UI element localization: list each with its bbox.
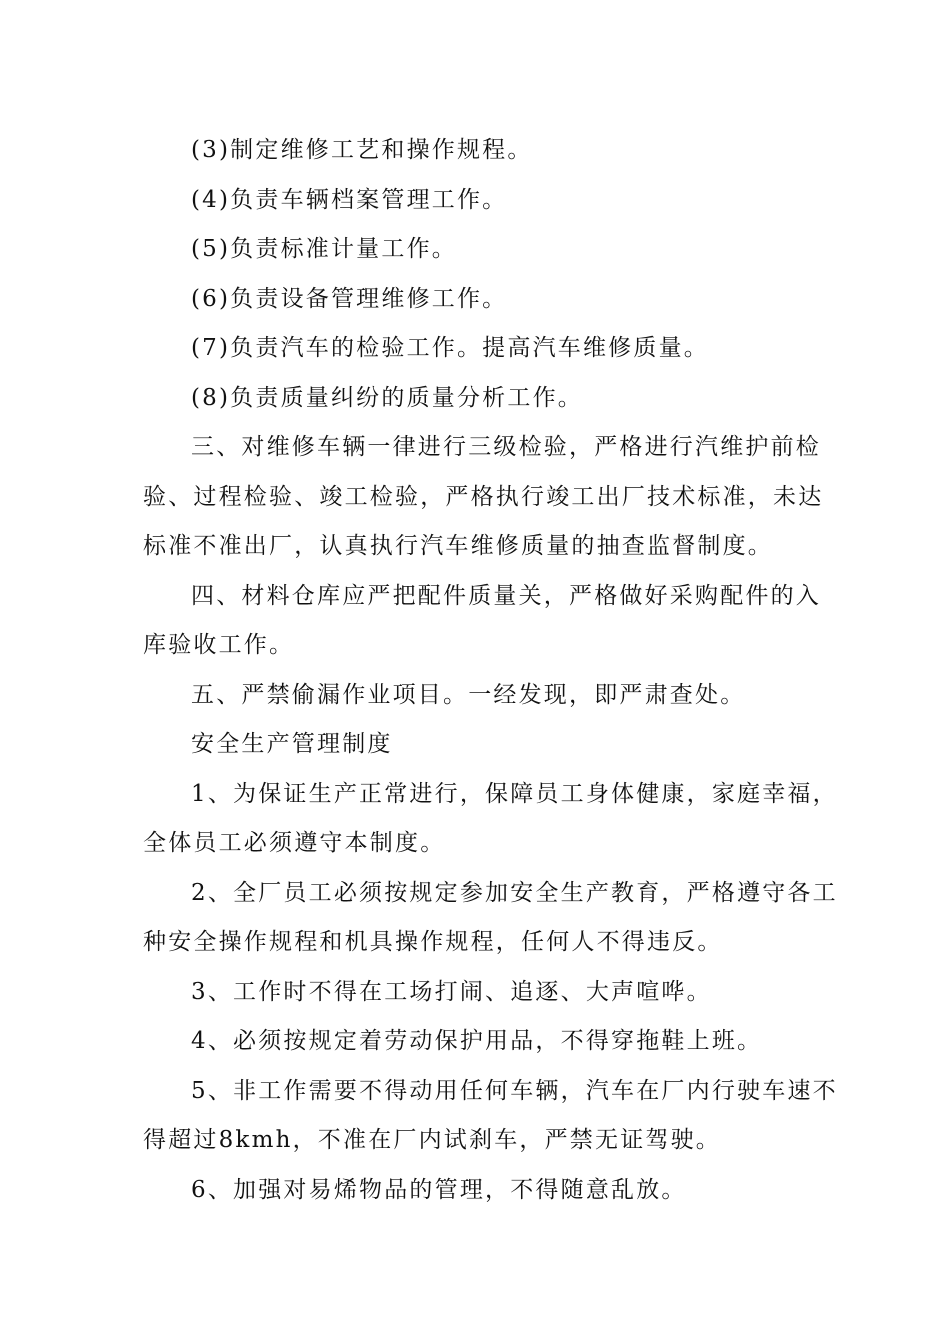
paragraph-line: 得超过8kmh，不准在厂内试刹车，严禁无证驾驶。 <box>143 1127 721 1153</box>
list-item: (8)负责质量纠纷的质量分析工作。 <box>191 384 583 411</box>
list-item: (4)负责车辆档案管理工作。 <box>191 186 508 213</box>
paragraph-line: 6、加强对易烯物品的管理，不得随意乱放。 <box>191 1176 687 1203</box>
paragraph-line: 验、过程检验、竣工检验，严格执行竣工出厂技术标准，未达 <box>143 483 824 510</box>
list-item: (3)制定维修工艺和操作规程。 <box>191 137 533 163</box>
paragraph-line: 2、全厂员工必须按规定参加安全生产教育，严格遵守各工 <box>191 879 838 906</box>
paragraph-line: 五、严禁偷漏作业项目。一经发现，即严肃查处。 <box>191 681 746 708</box>
paragraph-line: 四、材料仓库应严把配件质量关，严格做好采购配件的入 <box>191 582 821 609</box>
paragraph-line: 全体员工必须遵守本制度。 <box>143 830 446 856</box>
paragraph-line: 标准不准出厂，认真执行汽车维修质量的抽查监督制度。 <box>143 533 773 559</box>
paragraph-line: 三、对维修车辆一律进行三级检验，严格进行汽维护前检 <box>191 434 821 460</box>
paragraph-line: 种安全操作规程和机具操作规程，任何人不得违反。 <box>143 929 723 955</box>
list-item: (7)负责汽车的检验工作。提高汽车维修质量。 <box>191 335 709 361</box>
document-body <box>143 126 838 1215</box>
paragraph-line: 4、必须按规定着劳动保护用品，不得穿拖鞋上班。 <box>191 1028 763 1054</box>
list-item: (6)负责设备管理维修工作。 <box>191 285 508 312</box>
paragraph-line: 3、工作时不得在工场打闹、追逐、大声喧哗。 <box>191 978 712 1005</box>
paragraph-line: 库验收工作。 <box>143 632 295 658</box>
paragraph-line: 1、为保证生产正常进行，保障员工身体健康，家庭幸福， <box>191 780 838 807</box>
paragraph-line: 5、非工作需要不得动用任何车辆，汽车在厂内行驶车速不 <box>191 1077 838 1104</box>
list-item: (5)负责标准计量工作。 <box>191 236 457 262</box>
section-heading: 安全生产管理制度 <box>191 731 393 757</box>
